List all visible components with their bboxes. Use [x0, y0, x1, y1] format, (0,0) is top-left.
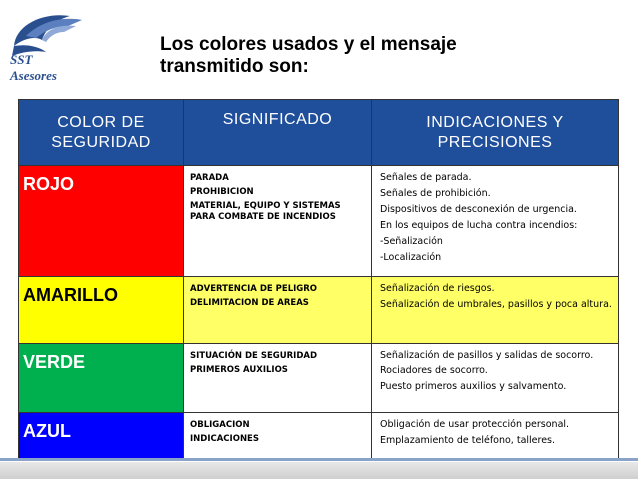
logo-text-asesores: Asesores — [10, 68, 57, 83]
table-row — [19, 344, 619, 413]
significado-cell: SITUACIÓN DE SEGURIDAD PRIMEROS AUXILIOS — [184, 344, 372, 413]
color-cell-amarillo: AMARILLO — [19, 277, 184, 344]
table-row — [19, 413, 619, 459]
indicaciones-cell: Obligación de usar protección personal. Emplazamiento de teléfono, talleres. — [372, 413, 619, 459]
table-header-row — [19, 100, 619, 166]
indicaciones-cell: Señalización de pasillos y salidas de socorro. Rociadores de socorro. Puesto primeros auxilios y salvamento. — [372, 344, 619, 413]
table-row — [19, 166, 619, 277]
footer-bar — [0, 462, 638, 479]
significado-cell: PARADA PROHIBICION MATERIAL, EQUIPO Y SISTEMAS PARA COMBATE DE INCENDIOS — [184, 166, 372, 277]
significado-cell: ADVERTENCIA DE PELIGRO DELIMITACION DE AREAS — [184, 277, 372, 344]
header-color: COLOR DE SEGURIDAD — [19, 100, 184, 166]
indicaciones-cell: Señales de parada. Señales de prohibición. Dispositivos de desconexión de urgencia. En los equipos de lucha contra incendios: -Señalización -Localización — [372, 166, 619, 277]
header-indicaciones: INDICACIONES Y PRECISIONES — [372, 100, 619, 166]
color-cell-rojo: ROJO — [19, 166, 184, 277]
color-cell-azul: AZUL — [19, 413, 184, 459]
safety-colors-table — [18, 99, 619, 459]
color-cell-verde: VERDE — [19, 344, 184, 413]
title-line-1: Los colores usados y el mensaje — [160, 34, 457, 55]
title-line-2: transmitido son: — [160, 56, 309, 77]
significado-cell: OBLIGACION INDICACIONES — [184, 413, 372, 459]
indicaciones-cell: Señalización de riesgos. Señalización de umbrales, pasillos y poca altura. — [372, 277, 619, 344]
slide-title — [160, 34, 600, 78]
header-significado: SIGNIFICADO — [184, 100, 372, 166]
logo-text-sst: SST — [10, 52, 33, 67]
footer-divider — [0, 458, 638, 461]
table-row — [19, 277, 619, 344]
